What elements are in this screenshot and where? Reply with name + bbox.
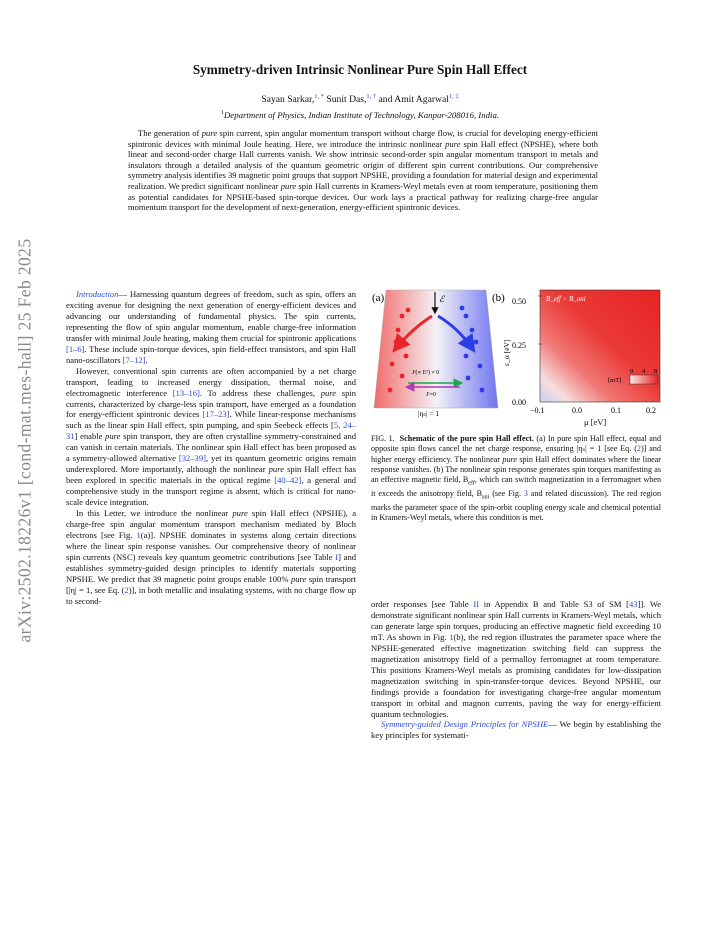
- charge-current-label: Jᶜ=0: [426, 392, 436, 398]
- caption-title: Schematic of the pure spin Hall effect.: [399, 434, 534, 443]
- intro-heading: Introduction: [76, 289, 119, 299]
- figure-link[interactable]: 3: [523, 489, 528, 499]
- x-tick-label: −0.1: [530, 406, 545, 415]
- section-heading: Symmetry-guided Design Principles for NPSHE: [381, 719, 549, 730]
- figure-panel-a: [368, 286, 510, 418]
- panel-a-label: (a): [372, 292, 385, 304]
- equation-link[interactable]: 2: [124, 584, 129, 595]
- author-1: Sayan Sarkar,: [261, 94, 315, 106]
- abstract-text: The generation of: [138, 128, 202, 138]
- field-label: ℰ: [439, 294, 445, 304]
- citation-link[interactable]: 5, 24–31: [66, 420, 357, 442]
- abstract-text: spin current, spin angular momentum transport without charge flow, is crucial for developing energy-efficient spintronic devices with minimal Joule heating. Here, we introduce the intrinsic nonlinear: [128, 128, 599, 149]
- paper-title: Symmetry-driven Intrinsic Nonlinear Pure Spin Hall Effect: [192, 62, 528, 77]
- table-link[interactable]: II: [473, 599, 480, 609]
- affiliation: [0, 110, 720, 120]
- affiliation-number: 1: [220, 110, 224, 117]
- x-tick-label: 0.2: [646, 406, 656, 415]
- heatmap-region: [540, 290, 660, 402]
- citation-link[interactable]: [17–23]: [202, 409, 230, 420]
- panel-b-label: (b): [492, 292, 505, 304]
- y-tick-label: 0.50: [512, 297, 526, 306]
- spin-current-label: Jˢ(∝ E²) ≠ 0: [412, 370, 439, 376]
- author-2-footnote[interactable]: 1, †: [366, 93, 377, 100]
- x-tick-label: 0.0: [572, 406, 582, 415]
- y-axis-label: ε_α [eV]: [502, 339, 511, 366]
- x-tick-label: 0.1: [611, 406, 621, 415]
- author-2: Sunit Das,: [326, 94, 367, 106]
- body-paragraph: In this Letter, we introduce the nonlinear pure spin Hall effect (NPSHE), a charge-free spin angular momentum transport mechanism mediated by Bloch electrons [see Fig. 1(a)]. NPSHE dominates in systems along certain directions where the linear spin response vanishes. Our comprehensive theory of nonlinear spin currents (NSC) reveals key quantum geometric contributions [see Table I] and establishes symmetry-guided design principles to identify materials supporting NPSHE. We predict that 39 magnetic point groups enable 100% pure spin transport [|η| = 1, see Eq. (2)], in both metallic and insulating systems, with no charge flow up to second-: [66, 508, 357, 606]
- efficiency-label: |ηₛ| = 1: [418, 409, 440, 418]
- y-tick-label: 0.25: [512, 341, 526, 350]
- citation-link[interactable]: [1–6]: [66, 343, 85, 354]
- citation-link[interactable]: [40–42]: [274, 475, 302, 486]
- figure-link[interactable]: 1: [449, 631, 454, 642]
- intro-paragraph: Introduction— Harnessing quantum degrees of freedom, such as spin, offers an exciting avenue for designing the next generation of energy-efficient devices and advancing our understanding of fundamental physics. The spin currents, representing the flow of spin angular momentum, enable charge-free information transfer with minimal Joule heating, making them crucial for spintronic applications [1–6]. These include spin-torque devices, spin field-effect transistors, and spin Hall nano-oscillators [7–12].: [66, 289, 356, 365]
- left-column: [66, 289, 356, 607]
- figure-link[interactable]: 1: [136, 529, 141, 540]
- abstract-text: spin Hall effect (NPSHE), where both linear and second-order charge Hall currents vanish. We show intrinsic second-order spin angular momentum transport in metals and insulators through a detailed analysis of the quantum geometric origin of different spin current contributions. Our comprehensive symmetry analysis identifies 39 magnetic point groups that support NPSHE, providing a foundation for material design and experimental realization. We predict significant nonlinear: [128, 138, 598, 191]
- colorbar-tick: 4: [642, 368, 646, 375]
- colorbar: [630, 375, 658, 384]
- colorbar-tick: 0: [630, 368, 634, 375]
- body-paragraph: order responses [see Table II in Appendix B and Table S3 of SM [43]]. We demonstrate significant nonlinear spin Hall currents in Kramers-Weyl metals, which can generate large spin torques, producing an effective magnetic field exceeding 10 mT. As shown in Fig. 1(b), the red region illustrates the parameter space where the NPSHE-generated effective magnetization switching field can suppress the magnetization anisotropy field of a permalloy ferromagnet at room temperature. This positions Kramers-Weyl metals as promising candidates for low-dissipation magnetization switching in spin-transfer-torque devices. Beyond NPSHE, our findings provide a foundation for investigating charge-free angular momentum transport in orbital and magnon currents, paving the way for energy-efficient quantum technologies.: [371, 599, 661, 719]
- author-1-footnote[interactable]: 1, *: [314, 93, 324, 100]
- legend-condition: B_eff > B_ani: [546, 295, 586, 303]
- citation-link[interactable]: 43: [628, 599, 638, 609]
- abstract-emphasis: pure: [445, 138, 461, 149]
- y-tick-label: 0.00: [512, 398, 526, 407]
- table-link[interactable]: I: [335, 551, 339, 562]
- abstract-text: spin Hall currents in Kramers-Weyl metals even at room temperature, positioning them as potential candidates for NPSHE-based spin-torque devices. Our work lays a practical pathway for realizing charge-free angular momentum transport for the development of next-generation, energy-efficient spintronic devices.: [128, 180, 598, 213]
- sample-slab: [374, 290, 498, 408]
- affiliation-text: Department of Physics, Indian Institute of Technology, Kanpur-208016, India.: [223, 110, 500, 120]
- x-axis-label: μ [eV]: [584, 417, 607, 427]
- figure-caption: FIG. 1. Schematic of the pure spin Hall effect. (a) In pure spin Hall effect, equal and opposite spin flows cancel the net charge response, ensuring |ηₛ| = 1 [see Eq. (2)] and higher energy efficiency. The nonlinear pure spin Hall effect dominates where the linear response vanishes. (b) The nonlinear spin response generates spin torques manifesting as an effective magnetic field, $B_{eff}$, which can switch magnetization in a ferromagnet when it exceeds the anisotropy field, $B_{ani}$ (see Fig. 3 and related discussion). The red region marks the parameter space of the spin-orbit coupling energy scale and chemical potential in Kramers-Weyl metals, where this condition is met.: [371, 434, 662, 523]
- author-3-footnote[interactable]: 1, ‡: [448, 93, 459, 100]
- colorbar-unit: [mT]: [608, 377, 622, 384]
- citation-link[interactable]: [13–16]: [172, 387, 200, 398]
- caption-label: FIG. 1.: [371, 434, 395, 443]
- abstract-emphasis: pure: [201, 128, 218, 138]
- colorbar-tick: 8: [654, 368, 658, 375]
- arxiv-identifier: arXiv:2502.18226v1 [cond-mat.mes-hall] 25 Feb 2025: [14, 238, 35, 643]
- figure-panel-b: [490, 286, 670, 418]
- author-conjunction: and: [378, 94, 393, 106]
- equation-link[interactable]: 2: [636, 444, 641, 454]
- right-column: [371, 599, 661, 741]
- citation-link[interactable]: [32–39]: [178, 453, 206, 464]
- abstract-emphasis: pure: [280, 180, 297, 191]
- body-paragraph: However, conventional spin currents are often accompanied by a net charge transport, leading to increased energy dissipation, thermal noise, and electromagnetic interference [13–16]. To address these challenges, pure spin currents, characterized by charge-less spin transport, have emerged as a foundation for energy-efficient spintronic devices [17–23]. While linear-response mechanisms such as the linear spin Hall effect, spin pumping, and spin Seebeck effects [5, 24–31] enable pure spin transport, they are often crystalline symmetry-constrained and can vanish in certain materials. The nonlinear spin Hall effect has been proposed as a symmetry-allowed alternative [32–39], yet its quantum geometric origins remain underexplored. More importantly, although the nonlinear pure spin Hall effect has been explored in specific materials in the optical regime [40–42], a general and comprehensive study in the transport regime is absent, which is critical for nano-scale device integration.: [66, 365, 357, 508]
- section-paragraph: Symmetry-guided Design Principles for NPSHE— We begin by establishing the key principles for systemati-: [371, 719, 662, 741]
- author-3: Amit Agarwal: [394, 94, 449, 106]
- citation-link[interactable]: [7–12]: [122, 354, 146, 365]
- abstract: [128, 128, 598, 213]
- author-list: [0, 93, 720, 105]
